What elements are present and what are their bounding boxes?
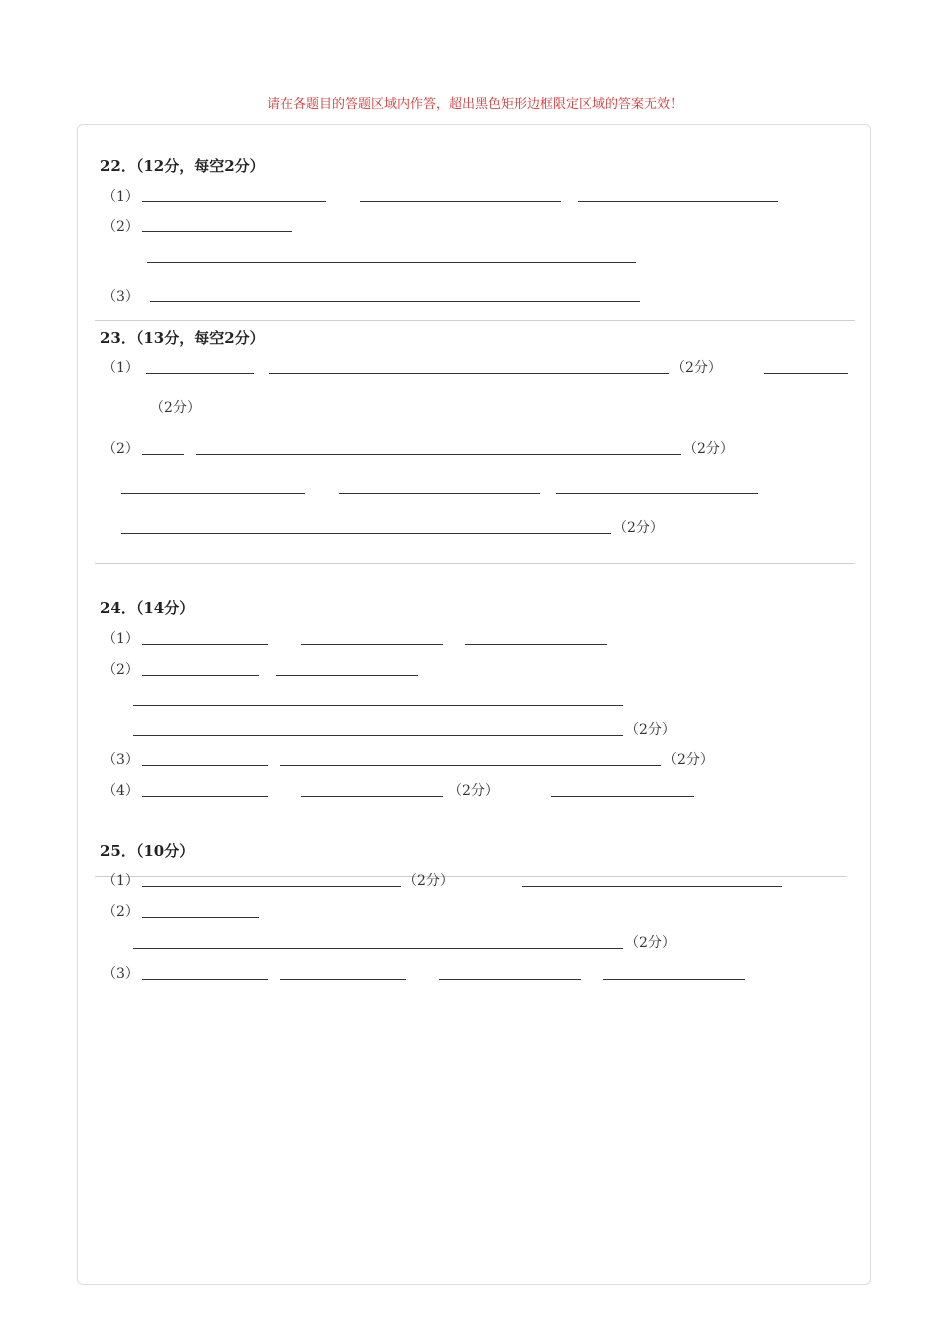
q25-p2-score: （2分）: [625, 935, 676, 951]
q24-part4-label: （4）: [102, 783, 139, 799]
q22-title: 22．（12分，每空2分）: [100, 157, 265, 175]
q24-p2-blank3[interactable]: [133, 705, 623, 706]
q22-part2-label: （2）: [102, 219, 139, 235]
q23-p1-blank2[interactable]: [269, 373, 669, 374]
divider-22-23: [95, 320, 855, 321]
q25-part3-label: （3）: [102, 966, 139, 982]
q23-part2-label: （2）: [102, 441, 139, 457]
q23-p1-score1: （2分）: [671, 360, 722, 376]
q24-part3-label: （3）: [102, 752, 139, 768]
q24-p4-score: （2分）: [448, 783, 499, 799]
q24-p3-blank2[interactable]: [280, 765, 661, 766]
q22-part3-label: （3）: [102, 289, 139, 305]
q24-p1-blank3[interactable]: [465, 644, 607, 645]
q23-p1-blank1[interactable]: [146, 373, 254, 374]
q24-p2-blank4[interactable]: [133, 735, 623, 736]
q24-p4-blank1[interactable]: [142, 796, 268, 797]
q24-p1-blank2[interactable]: [301, 644, 443, 645]
q23-p1-blank3[interactable]: [764, 373, 848, 374]
q23-p2-blank5[interactable]: [556, 493, 758, 494]
q24-p3-blank1[interactable]: [142, 765, 268, 766]
q25-p1-score: （2分）: [403, 873, 454, 889]
q22-part1-label: （1）: [102, 189, 139, 205]
q25-p1-blank2[interactable]: [522, 886, 782, 887]
q24-p2-blank1[interactable]: [142, 675, 259, 676]
divider-q25: [95, 876, 847, 877]
q22-p3-blank1[interactable]: [150, 301, 640, 302]
q22-p2-blank2[interactable]: [147, 262, 636, 263]
q23-p2-score1: （2分）: [683, 441, 734, 457]
q25-p3-blank4[interactable]: [603, 979, 745, 980]
q24-p2-score: （2分）: [625, 722, 676, 738]
q25-p3-blank3[interactable]: [439, 979, 581, 980]
q23-p2-score2: （2分）: [613, 520, 664, 536]
answer-area-notice: 请在各题目的答题区域内作答，超出黑色矩形边框限定区域的答案无效！: [266, 97, 683, 112]
q23-title: 23．（13分，每空2分）: [100, 329, 265, 347]
q22-p1-blank2[interactable]: [360, 201, 561, 202]
q24-p3-score: （2分）: [663, 752, 714, 768]
q25-p2-blank1[interactable]: [142, 917, 259, 918]
q22-p1-blank1[interactable]: [142, 201, 326, 202]
q24-p1-blank1[interactable]: [142, 644, 268, 645]
q25-p2-blank2[interactable]: [133, 948, 623, 949]
q25-part2-label: （2）: [102, 904, 139, 920]
q23-p1-score2: （2分）: [150, 400, 201, 416]
q25-p3-blank2[interactable]: [280, 979, 406, 980]
q25-p3-blank1[interactable]: [142, 979, 268, 980]
q24-p4-blank3[interactable]: [551, 796, 694, 797]
q25-part1-label: （1）: [102, 873, 139, 889]
q24-part1-label: （1）: [102, 631, 139, 647]
q23-p2-blank4[interactable]: [339, 493, 540, 494]
q24-part2-label: （2）: [102, 662, 139, 678]
q23-p2-blank2[interactable]: [196, 454, 681, 455]
q25-title: 25．（10分）: [100, 842, 195, 860]
q25-p1-blank1[interactable]: [142, 886, 401, 887]
q23-p2-blank3[interactable]: [121, 493, 305, 494]
q23-part1-label: （1）: [102, 360, 139, 376]
divider-23-24: [95, 563, 855, 564]
q24-p4-blank2[interactable]: [301, 796, 443, 797]
q24-p2-blank2[interactable]: [276, 675, 418, 676]
q24-title: 24．（14分）: [100, 599, 195, 617]
q23-p2-blank1[interactable]: [142, 454, 184, 455]
q22-p2-blank1[interactable]: [142, 231, 292, 232]
q22-p1-blank3[interactable]: [578, 201, 778, 202]
q23-p2-blank6[interactable]: [121, 533, 611, 534]
